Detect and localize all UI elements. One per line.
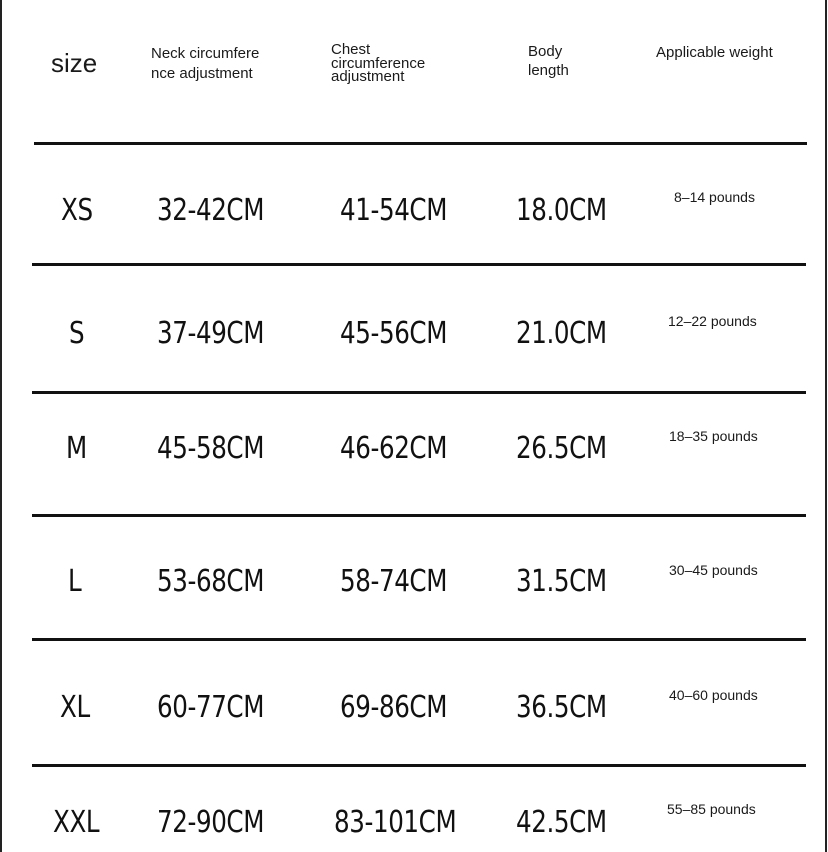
row-l-weight: 30–45 pounds: [669, 562, 758, 578]
row-l-neck: 53-68CM: [157, 564, 265, 599]
row-m-body: 26.5CM: [516, 431, 607, 466]
header-chest-line2: circumference: [331, 55, 426, 72]
left-border: [0, 0, 2, 852]
row-xxl-chest: 83-101CM: [334, 805, 457, 840]
row-xl-size: XL: [60, 690, 90, 725]
row-s-chest: 45-56CM: [340, 316, 448, 351]
row-xs-neck: 32-42CM: [157, 193, 265, 228]
row-xs-size: XS: [61, 193, 93, 228]
divider: [32, 263, 806, 266]
divider: [32, 391, 806, 394]
row-s-body: 21.0CM: [516, 316, 607, 351]
row-m-size: M: [66, 431, 87, 466]
row-xl-weight: 40–60 pounds: [669, 687, 758, 703]
header-chest-line1: Chest: [331, 41, 371, 58]
row-m-chest: 46-62CM: [340, 431, 448, 466]
row-xs-body: 18.0CM: [516, 193, 607, 228]
row-xl-body: 36.5CM: [516, 690, 607, 725]
header-neck-line1: Neck circumfere: [151, 45, 260, 62]
row-xs-chest: 41-54CM: [340, 193, 448, 228]
row-s-neck: 37-49CM: [157, 316, 265, 351]
row-xxl-weight: 55–85 pounds: [667, 801, 756, 817]
row-m-neck: 45-58CM: [157, 431, 265, 466]
row-s-weight: 12–22 pounds: [668, 313, 757, 329]
header-neck-line2: nce adjustment: [151, 65, 253, 82]
row-xxl-neck: 72-90CM: [157, 805, 265, 840]
row-m-weight: 18–35 pounds: [669, 428, 758, 444]
header-body-line1: Body: [528, 43, 563, 60]
divider: [34, 142, 807, 145]
row-l-size: L: [68, 564, 82, 599]
row-xs-weight: 8–14 pounds: [674, 189, 755, 205]
row-xl-neck: 60-77CM: [157, 690, 265, 725]
right-border: [825, 0, 827, 852]
row-l-body: 31.5CM: [516, 564, 607, 599]
row-s-size: S: [69, 316, 85, 351]
row-xxl-body: 42.5CM: [516, 805, 607, 840]
row-xl-chest: 69-86CM: [340, 690, 448, 725]
row-l-chest: 58-74CM: [340, 564, 448, 599]
divider: [32, 764, 806, 767]
row-xxl-size: XXL: [53, 805, 100, 840]
divider: [32, 638, 806, 641]
header-chest-line3: adjustment: [331, 68, 405, 85]
header-size: size: [51, 48, 98, 78]
header-weight: Applicable weight: [656, 44, 773, 61]
header-body-line2: length: [528, 62, 569, 79]
divider: [32, 514, 806, 517]
